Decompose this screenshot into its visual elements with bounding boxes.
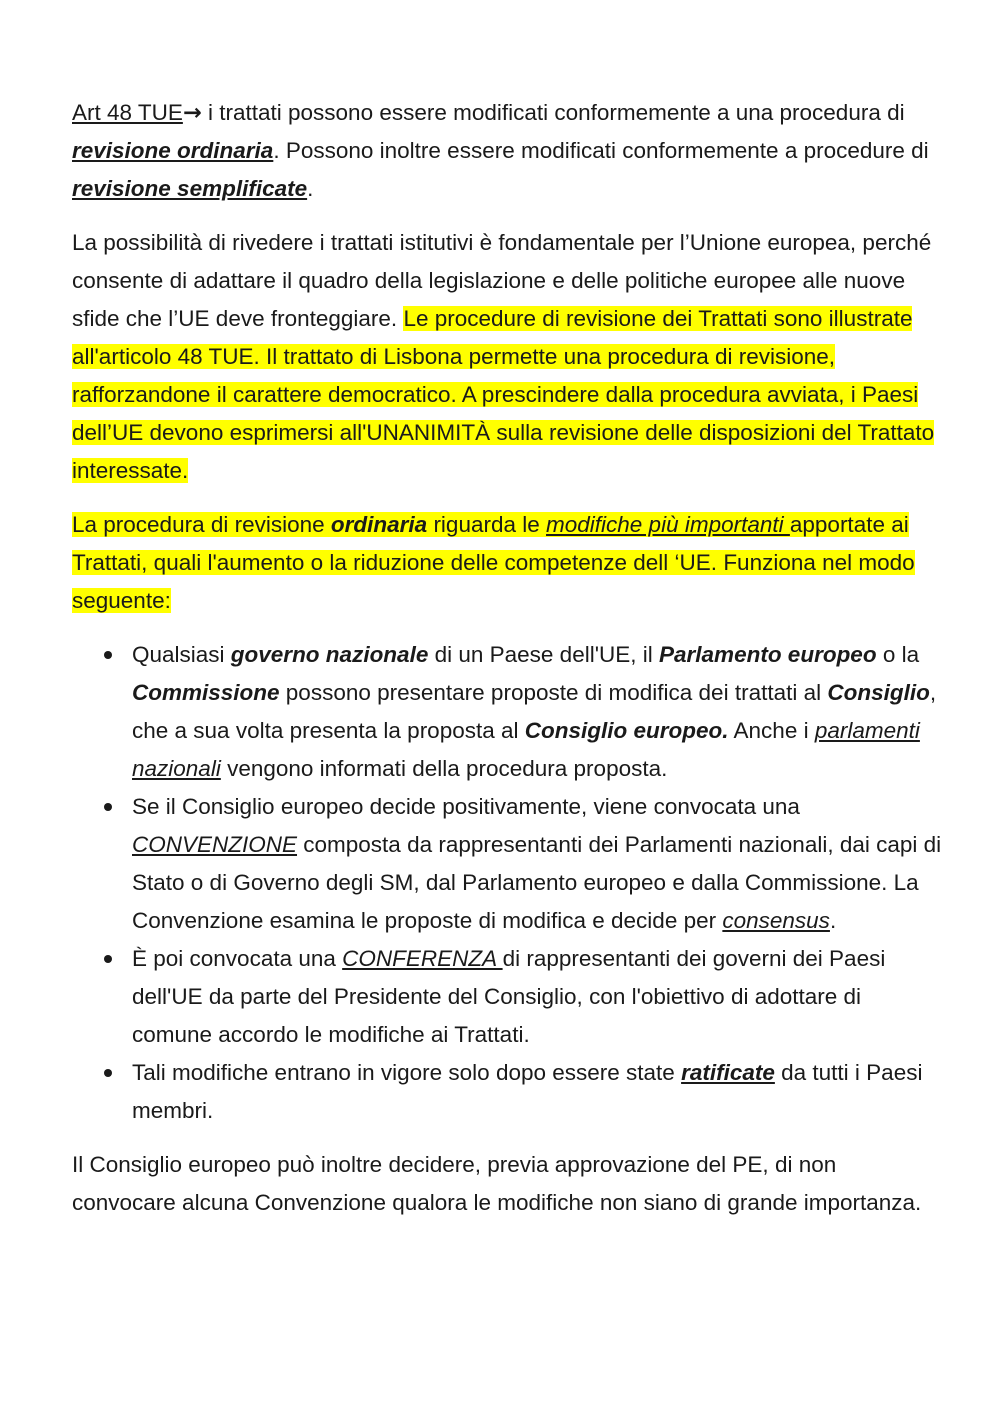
step1-text-3: o la [876, 642, 920, 667]
term-conferenza: CONFERENZA [342, 946, 503, 971]
closing-paragraph: Il Consiglio europeo può inoltre decidere, previa approvazione del PE, di non convocare alcuna Convenzione qualora le modifiche non siano di grande importanza. [72, 1152, 922, 1215]
term-governo-nazionale: governo nazionale [230, 642, 429, 667]
context-highlighted-text: Le procedure di revisione dei Trattati sono illustrate all'articolo 48 TUE. Il trattato di Lisbona permette una procedura di revisione, rafforzandone il carattere democratico. A prescindere dalla procedura avviata, i Paesi dell’UE devono esprimersi all'UNANIMITÀ sulla revisione delle disposizioni del Trattato interessate. [72, 306, 935, 483]
article-reference: Art 48 TUE [72, 100, 183, 125]
list-item [132, 636, 942, 788]
context-plain-text: La possibilità di rivedere i trattati istitutivi è fondamentale per l’Unione europea, perché consente di adattare il quadro della legislazione e delle politiche europee alle nuove sfide che l’UE deve fronteggiare. [72, 230, 932, 331]
step1-text-5: , che a sua volta presenta la proposta al [132, 680, 937, 743]
step1-text-2: di un Paese dell'UE, il [428, 642, 660, 667]
list-item [132, 940, 942, 1054]
list-item [132, 788, 942, 940]
ordinary-text-3: apportate ai Trattati, quali l'aumento o la riduzione delle competenze dell ‘UE. Funziona nel modo seguente: [72, 512, 915, 613]
ordinary-text-2: riguarda le [427, 512, 547, 537]
step1-text-1: Qualsiasi [132, 642, 231, 667]
term-ratificate: ratificate [681, 1060, 775, 1085]
term-consensus: consensus [722, 908, 830, 933]
term-consiglio-europeo: Consiglio europeo. [524, 718, 729, 743]
step2-text-2: composta da rappresentanti dei Parlamenti nazionali, dai capi di Stato o di Governo degli SM, dal Parlamento europeo e dalla Commissione. La Convenzione esamina le proposte di modifica e decide per [132, 832, 942, 933]
intro-text-2: . Possono inoltre essere modificati conformemente a procedure di [273, 138, 929, 163]
step4-text-2: da tutti i Paesi membri. [132, 1060, 923, 1123]
step3-text-2: di rappresentanti dei governi dei Paesi dell'UE da parte del Presidente del Consiglio, con l'obiettivo di adottare di comune accordo le modifiche ai Trattati. [132, 946, 886, 1047]
term-parlamento-europeo: Parlamento europeo [659, 642, 877, 667]
step3-text-1: È poi convocata una [132, 946, 343, 971]
term-ordinaria: ordinaria [330, 512, 428, 537]
term-modifiche-importanti: modifiche più importanti [546, 512, 790, 537]
ordinary-text-1: La procedura di revisione [72, 512, 331, 537]
document-page [72, 94, 942, 1238]
list-item [132, 1054, 942, 1130]
step1-text-7: vengono informati della procedura proposta. [220, 756, 668, 781]
procedure-steps-list [72, 636, 942, 1130]
step4-text-1: Tali modifiche entrano in vigore solo dopo essere state [132, 1060, 682, 1085]
term-revisione-ordinaria: revisione ordinaria [72, 138, 274, 163]
context-paragraph [72, 224, 942, 490]
arrow-right-icon: → [182, 100, 202, 126]
step2-text-3: . [829, 908, 837, 933]
intro-paragraph [72, 94, 942, 208]
term-convenzione: CONVENZIONE [132, 832, 298, 857]
term-parlamenti-nazionali: parlamenti nazionali [132, 718, 920, 781]
term-revisione-semplificate: revisione semplificate [72, 176, 308, 201]
term-consiglio: Consiglio [827, 680, 930, 705]
intro-text-1: i trattati possono essere modificati conformemente a una procedura di [201, 100, 905, 125]
term-commissione: Commissione [132, 680, 280, 705]
intro-text-3: . [307, 176, 314, 201]
step2-text-1: Se il Consiglio europeo decide positivamente, viene convocata una [132, 794, 800, 819]
step1-text-4: possono presentare proposte di modifica dei trattati al [279, 680, 828, 705]
step1-text-6: Anche i [728, 718, 815, 743]
ordinary-procedure-paragraph [72, 506, 942, 620]
